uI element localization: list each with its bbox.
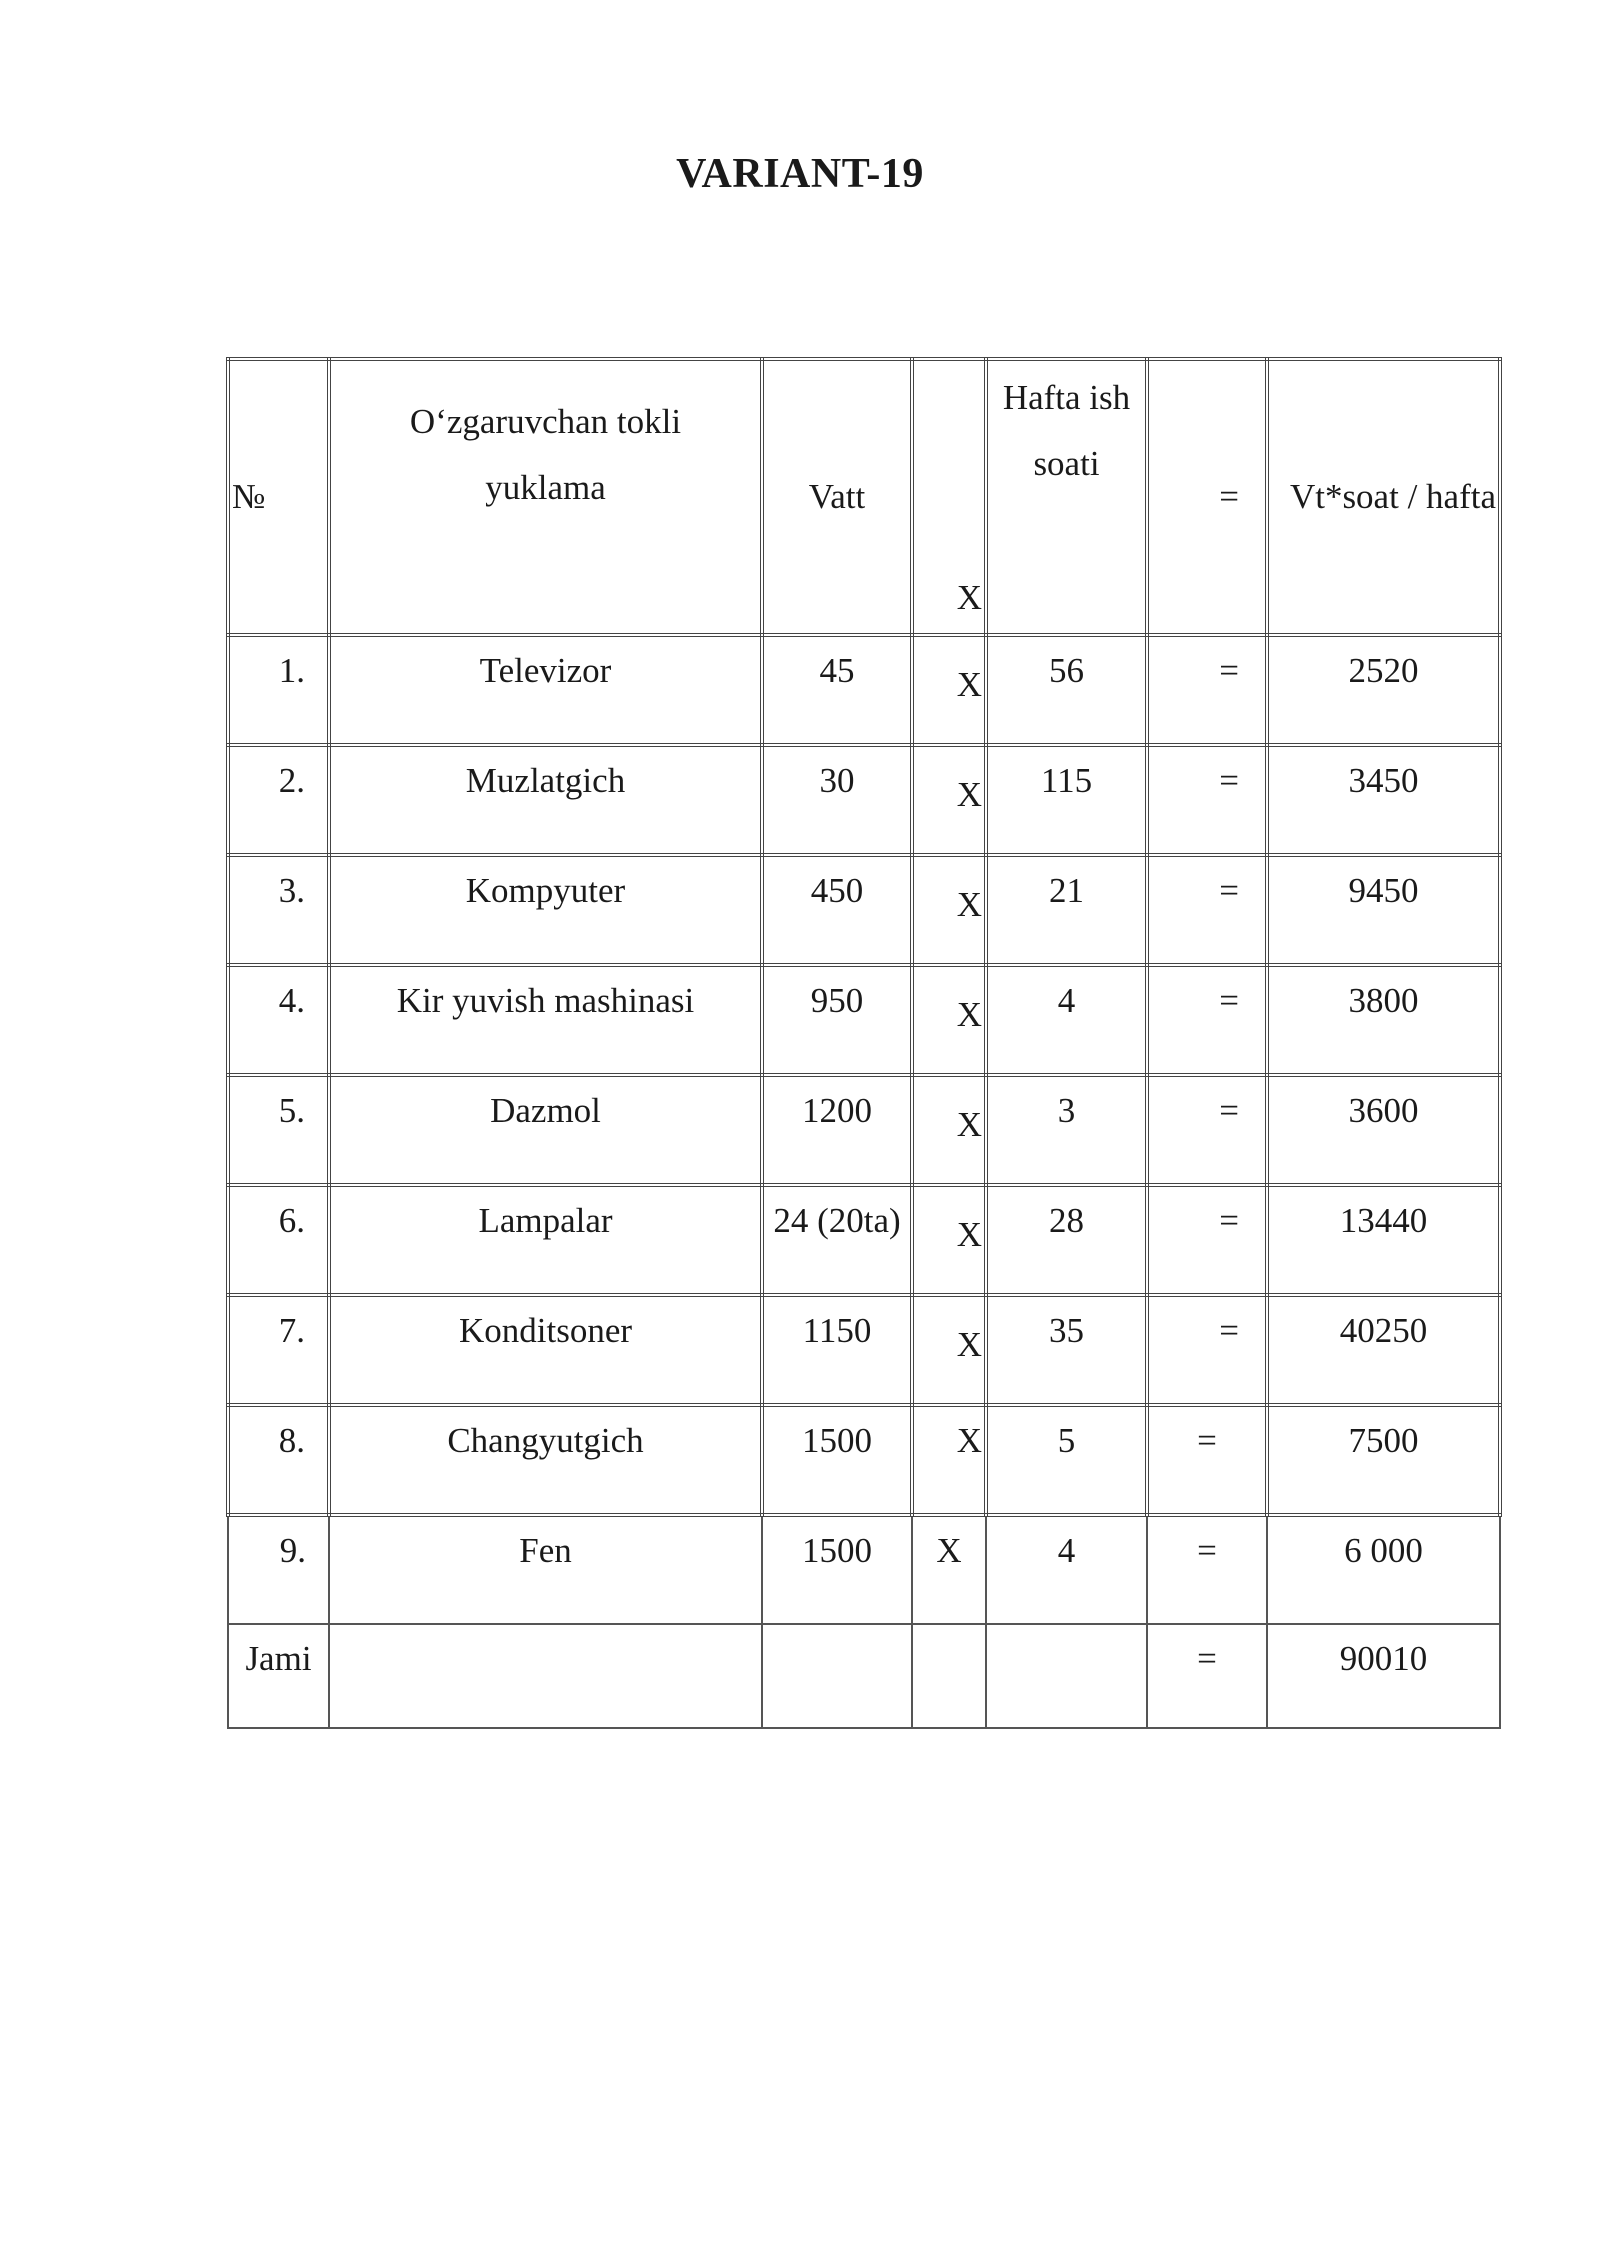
row-weekly-hours: 4 bbox=[986, 1515, 1147, 1624]
row-watt: 1500 bbox=[762, 1405, 912, 1515]
header-weekly-energy: Vt*soat / hafta bbox=[1267, 359, 1500, 635]
summary-empty-cell bbox=[986, 1624, 1147, 1728]
row-equals-sign: = bbox=[1147, 965, 1267, 1075]
row-equals-sign: = bbox=[1147, 1075, 1267, 1185]
row-weekly-energy: 40250 bbox=[1267, 1295, 1500, 1405]
row-weekly-hours: 115 bbox=[986, 745, 1147, 855]
summary-equals-sign: = bbox=[1147, 1624, 1267, 1728]
table-row bbox=[228, 1405, 1500, 1515]
row-load-name: Kompyuter bbox=[329, 855, 762, 965]
electric-loads-table bbox=[226, 357, 1502, 1729]
row-weekly-energy: 6 000 bbox=[1267, 1515, 1500, 1624]
row-watt: 1150 bbox=[762, 1295, 912, 1405]
row-times-sign-text: X bbox=[956, 1105, 982, 1144]
row-times-sign bbox=[912, 635, 986, 745]
summary-empty-cell bbox=[762, 1624, 912, 1728]
row-watt: 1200 bbox=[762, 1075, 912, 1185]
row-times-sign-text: X bbox=[956, 775, 982, 814]
row-equals-sign: = bbox=[1147, 1295, 1267, 1405]
row-weekly-energy: 2520 bbox=[1267, 635, 1500, 745]
row-number: 6. bbox=[228, 1185, 329, 1295]
row-equals-sign: = bbox=[1147, 1405, 1267, 1515]
row-load-name: Dazmol bbox=[329, 1075, 762, 1185]
row-equals-sign: = bbox=[1147, 855, 1267, 965]
row-load-name: Konditsoner bbox=[329, 1295, 762, 1405]
table-row bbox=[228, 1185, 1500, 1295]
row-load-name: Lampalar bbox=[329, 1185, 762, 1295]
row-weekly-energy: 3800 bbox=[1267, 965, 1500, 1075]
header-watt: Vatt bbox=[762, 359, 912, 635]
row-times-sign-text: X bbox=[956, 995, 982, 1034]
row-load-name: Muzlatgich bbox=[329, 745, 762, 855]
table-row bbox=[228, 745, 1500, 855]
row-times-sign-text: X bbox=[956, 885, 982, 924]
row-times-sign bbox=[912, 855, 986, 965]
row-times-sign bbox=[912, 965, 986, 1075]
header-times-sign: X bbox=[912, 359, 986, 635]
row-number: 7. bbox=[228, 1295, 329, 1405]
row-weekly-hours: 35 bbox=[986, 1295, 1147, 1405]
row-equals-sign: = bbox=[1147, 745, 1267, 855]
row-weekly-hours: 4 bbox=[986, 965, 1147, 1075]
header-weekly-hours bbox=[986, 359, 1147, 635]
header-number: № bbox=[228, 359, 329, 635]
row-times-sign bbox=[912, 1185, 986, 1295]
table-row bbox=[228, 855, 1500, 965]
summary-label: Jami bbox=[228, 1624, 329, 1728]
row-watt: 30 bbox=[762, 745, 912, 855]
row-weekly-energy: 9450 bbox=[1267, 855, 1500, 965]
row-number: 9. bbox=[228, 1515, 329, 1624]
row-times-sign-text: X bbox=[956, 665, 982, 704]
row-equals-sign: = bbox=[1147, 1515, 1267, 1624]
table-row bbox=[228, 1295, 1500, 1405]
row-number: 8. bbox=[228, 1405, 329, 1515]
row-weekly-energy: 3450 bbox=[1267, 745, 1500, 855]
row-watt: 45 bbox=[762, 635, 912, 745]
summary-total: 90010 bbox=[1267, 1624, 1500, 1728]
table-summary-row bbox=[228, 1624, 1500, 1728]
row-watt: 1500 bbox=[762, 1515, 912, 1624]
row-watt: 450 bbox=[762, 855, 912, 965]
row-equals-sign: = bbox=[1147, 1185, 1267, 1295]
row-watt: 24 (20ta) bbox=[762, 1185, 912, 1295]
row-times-sign: X bbox=[912, 1515, 986, 1624]
row-number: 4. bbox=[228, 965, 329, 1075]
table-row bbox=[228, 965, 1500, 1075]
header-weekly-hours-line1: Hafta ish bbox=[1002, 378, 1131, 417]
summary-empty-cell bbox=[329, 1624, 762, 1728]
row-weekly-hours: 28 bbox=[986, 1185, 1147, 1295]
header-load-name-line2: yuklama bbox=[485, 468, 606, 507]
table-row bbox=[228, 1515, 1500, 1624]
document-title: VARIANT-19 bbox=[676, 151, 924, 197]
row-load-name: Televizor bbox=[329, 635, 762, 745]
row-load-name: Fen bbox=[329, 1515, 762, 1624]
row-times-sign bbox=[912, 1075, 986, 1185]
table-header-row bbox=[228, 359, 1500, 635]
row-weekly-hours: 3 bbox=[986, 1075, 1147, 1185]
table-row bbox=[228, 1075, 1500, 1185]
row-weekly-energy: 7500 bbox=[1267, 1405, 1500, 1515]
row-number: 3. bbox=[228, 855, 329, 965]
row-watt: 950 bbox=[762, 965, 912, 1075]
header-load-name bbox=[329, 359, 762, 635]
row-weekly-energy: 13440 bbox=[1267, 1185, 1500, 1295]
row-times-sign bbox=[912, 745, 986, 855]
row-load-name: Kir yuvish mashinasi bbox=[329, 965, 762, 1075]
row-weekly-hours: 56 bbox=[986, 635, 1147, 745]
row-weekly-hours: 5 bbox=[986, 1405, 1147, 1515]
header-weekly-hours-line2: soati bbox=[1033, 444, 1100, 483]
row-times-sign-text: X bbox=[956, 1325, 982, 1364]
row-weekly-energy: 3600 bbox=[1267, 1075, 1500, 1185]
row-weekly-hours: 21 bbox=[986, 855, 1147, 965]
summary-empty-cell bbox=[912, 1624, 986, 1728]
row-number: 2. bbox=[228, 745, 329, 855]
row-equals-sign: = bbox=[1147, 635, 1267, 745]
table-row bbox=[228, 635, 1500, 745]
header-load-name-line1: O‘zgaruvchan tokli bbox=[409, 402, 682, 441]
row-times-sign bbox=[912, 1295, 986, 1405]
row-times-sign: X bbox=[912, 1405, 986, 1515]
row-number: 1. bbox=[228, 635, 329, 745]
row-load-name: Changyutgich bbox=[329, 1405, 762, 1515]
row-number: 5. bbox=[228, 1075, 329, 1185]
header-equals-sign: = bbox=[1147, 359, 1267, 635]
row-times-sign-text: X bbox=[956, 1215, 982, 1254]
